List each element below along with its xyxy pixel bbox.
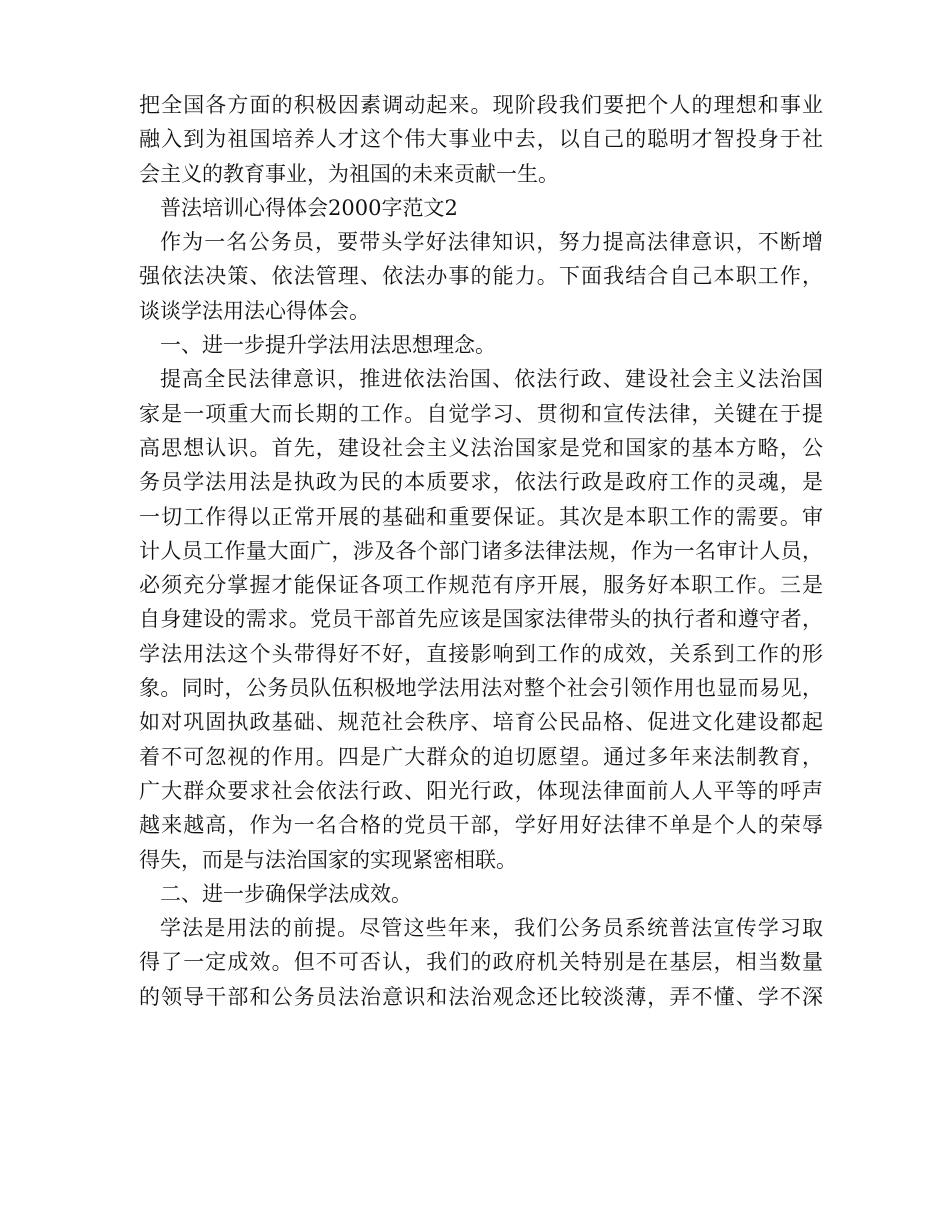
text-line: 学法是用法的前提。尽管这些年来，我们公务员系统普法宣传学习取 bbox=[160, 916, 823, 941]
text-line: 的领导干部和公务员法治意识和法治观念还比较淡薄，弄不懂、学不深 bbox=[139, 984, 823, 1009]
text-line: 越来越高，作为一名合格的党员干部，学好用好法律不单是个人的荣辱 bbox=[139, 813, 823, 838]
text-line: 谈谈学法用法心得体会。 bbox=[139, 298, 370, 323]
text-line: 一切工作得以正常开展的基础和重要保证。其次是本职工作的需要。审 bbox=[139, 504, 823, 529]
text-line: 家是一项重大而长期的工作。自觉学习、贯彻和宣传法律，关键在于提 bbox=[139, 401, 823, 426]
text-line: 强依法决策、依法管理、依法办事的能力。下面我结合自己本职工作， bbox=[139, 264, 823, 289]
section-title: 普法培训心得体会2000字范文2 bbox=[160, 195, 458, 220]
text-line: 务员学法用法是执政为民的本质要求，依法行政是政府工作的灵魂，是 bbox=[139, 470, 823, 495]
text-line: 会主义的教育事业，为祖国的未来贡献一生。 bbox=[139, 161, 559, 186]
text-line: 得了一定成效。但不可否认，我们的政府机关特别是在基层，相当数量 bbox=[139, 950, 823, 975]
text-line: 着不可忽视的作用。四是广大群众的迫切愿望。通过多年来法制教育， bbox=[139, 744, 823, 769]
section-heading: 一、进一步提升学法用法思想理念。 bbox=[160, 333, 496, 358]
text-line: 得失，而是与法治国家的实现紧密相联。 bbox=[139, 847, 517, 872]
text-line: 提高全民法律意识，推进依法治国、依法行政、建设社会主义法治国 bbox=[160, 367, 823, 392]
text-line: 融入到为祖国培养人才这个伟大事业中去，以自己的聪明才智投身于社 bbox=[139, 127, 823, 152]
text-line: 计人员工作量大面广，涉及各个部门诸多法律法规，作为一名审计人员， bbox=[139, 538, 823, 563]
text-line: 高思想认识。首先，建设社会主义法治国家是党和国家的基本方略，公 bbox=[139, 435, 823, 460]
text-line: 必须充分掌握才能保证各项工作规范有序开展，服务好本职工作。三是 bbox=[139, 573, 823, 598]
text-line: 把全国各方面的积极因素调动起来。现阶段我们要把个人的理想和事业 bbox=[139, 93, 823, 117]
text-line: 学法用法这个头带得好不好，直接影响到工作的成效，关系到工作的形 bbox=[139, 641, 823, 666]
body-text bbox=[139, 88, 823, 1014]
text-line: 象。同时，公务员队伍积极地学法用法对整个社会引领作用也显而易见， bbox=[139, 676, 823, 701]
text-line: 广大群众要求社会依法行政、阳光行政，体现法律面前人人平等的呼声 bbox=[139, 778, 823, 803]
section-heading: 二、进一步确保学法成效。 bbox=[160, 881, 412, 906]
text-line: 自身建设的需求。党员干部首先应该是国家法律带头的执行者和遵守者， bbox=[139, 607, 823, 632]
text-line: 如对巩固执政基础、规范社会秩序、培育公民品格、促进文化建设都起 bbox=[139, 710, 823, 735]
text-line: 作为一名公务员，要带头学好法律知识，努力提高法律意识，不断增 bbox=[160, 230, 823, 255]
